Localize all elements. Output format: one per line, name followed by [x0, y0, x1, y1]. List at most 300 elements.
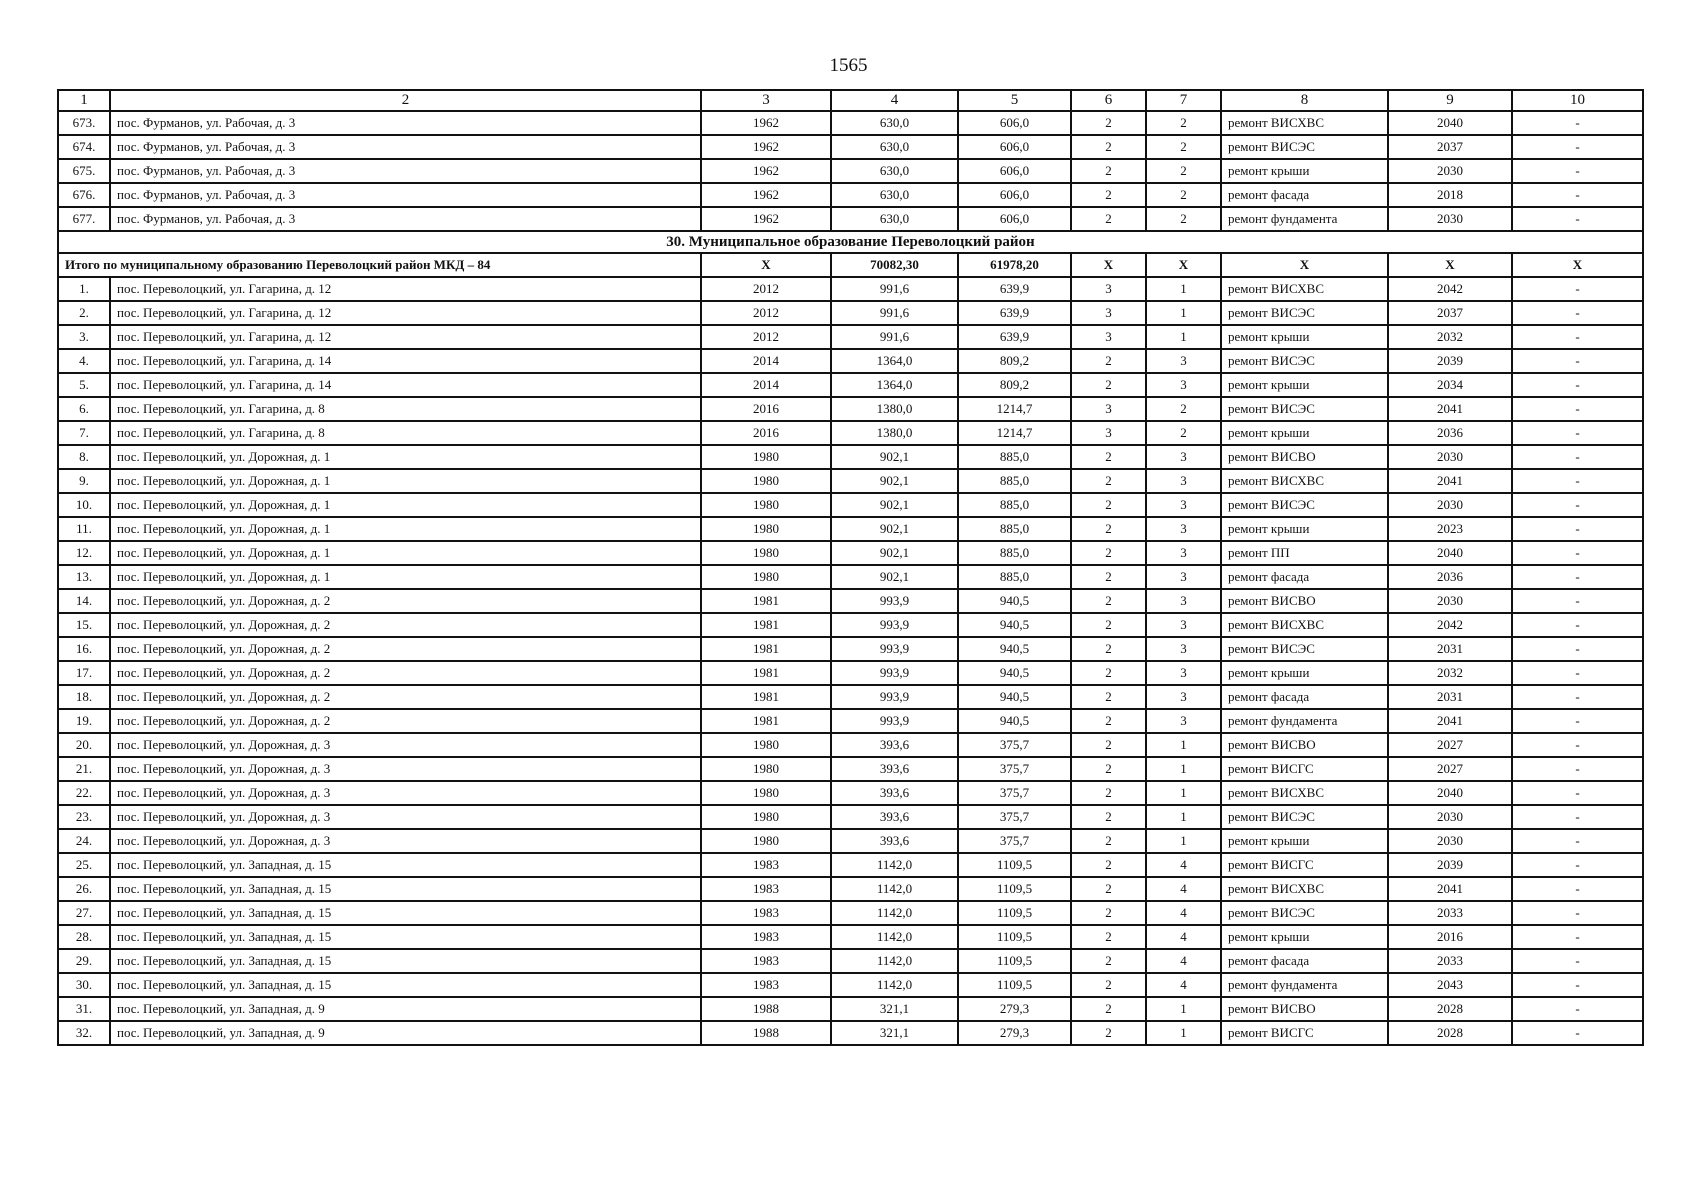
row-number-cell: 27.	[58, 901, 110, 925]
living-area-cell: 1109,5	[958, 901, 1071, 925]
address-cell: пос. Переволоцкий, ул. Дорожная, д. 3	[110, 757, 701, 781]
table-row	[58, 877, 1643, 901]
address-cell: пос. Переволоцкий, ул. Гагарина, д. 14	[110, 373, 701, 397]
planned-year-cell: 2039	[1388, 349, 1512, 373]
year-cell: 1980	[701, 517, 831, 541]
column-number-header-row	[58, 90, 1643, 111]
living-area-cell: 279,3	[958, 997, 1071, 1021]
column-header-4: 4	[831, 90, 958, 111]
planned-year-cell: 2032	[1388, 661, 1512, 685]
total-area-cell: 902,1	[831, 541, 958, 565]
total-row	[58, 253, 1643, 277]
entrances-cell: 3	[1146, 685, 1221, 709]
work-type-cell: ремонт крыши	[1221, 421, 1388, 445]
work-type-cell: ремонт ВИСГС	[1221, 757, 1388, 781]
note-cell: -	[1512, 757, 1643, 781]
total-area-cell: 902,1	[831, 493, 958, 517]
table-row	[58, 469, 1643, 493]
entrances-cell: 1	[1146, 733, 1221, 757]
year-cell: 1980	[701, 445, 831, 469]
living-area-cell: 885,0	[958, 541, 1071, 565]
row-number-cell: 676.	[58, 183, 110, 207]
address-cell: пос. Переволоцкий, ул. Дорожная, д. 2	[110, 709, 701, 733]
table-row	[58, 445, 1643, 469]
table-row	[58, 997, 1643, 1021]
total-area-cell: 393,6	[831, 829, 958, 853]
planned-year-cell: 2040	[1388, 541, 1512, 565]
address-cell: пос. Переволоцкий, ул. Дорожная, д. 3	[110, 733, 701, 757]
entrances-cell: 3	[1146, 613, 1221, 637]
living-area-cell: 639,9	[958, 325, 1071, 349]
total-area-cell: 991,6	[831, 277, 958, 301]
planned-year-cell: 2023	[1388, 517, 1512, 541]
work-type-cell: ремонт ВИСГС	[1221, 853, 1388, 877]
planned-year-cell: 2041	[1388, 709, 1512, 733]
address-cell: пос. Переволоцкий, ул. Западная, д. 15	[110, 901, 701, 925]
note-cell: -	[1512, 949, 1643, 973]
year-cell: 1988	[701, 1021, 831, 1045]
year-cell: 1980	[701, 493, 831, 517]
floors-cell: 2	[1071, 517, 1146, 541]
entrances-cell: 3	[1146, 493, 1221, 517]
table-row	[58, 277, 1643, 301]
floors-cell: 2	[1071, 349, 1146, 373]
entrances-cell: 2	[1146, 111, 1221, 135]
year-cell: 1980	[701, 757, 831, 781]
table-row	[58, 853, 1643, 877]
table-row	[58, 397, 1643, 421]
note-cell: -	[1512, 661, 1643, 685]
table-row	[58, 589, 1643, 613]
table-row	[58, 925, 1643, 949]
total-value-cell: X	[1512, 253, 1643, 277]
floors-cell: 2	[1071, 207, 1146, 231]
table-row	[58, 565, 1643, 589]
floors-cell: 2	[1071, 373, 1146, 397]
note-cell: -	[1512, 877, 1643, 901]
living-area-cell: 885,0	[958, 445, 1071, 469]
floors-cell: 2	[1071, 613, 1146, 637]
table-row	[58, 661, 1643, 685]
table-row	[58, 757, 1643, 781]
total-value-cell: X	[1071, 253, 1146, 277]
work-type-cell: ремонт ВИСЭС	[1221, 301, 1388, 325]
entrances-cell: 1	[1146, 829, 1221, 853]
address-cell: пос. Переволоцкий, ул. Западная, д. 15	[110, 877, 701, 901]
note-cell: -	[1512, 135, 1643, 159]
planned-year-cell: 2041	[1388, 397, 1512, 421]
row-number-cell: 5.	[58, 373, 110, 397]
total-area-cell: 1364,0	[831, 373, 958, 397]
total-area-cell: 1142,0	[831, 925, 958, 949]
planned-year-cell: 2041	[1388, 469, 1512, 493]
table-row	[58, 135, 1643, 159]
floors-cell: 2	[1071, 661, 1146, 685]
entrances-cell: 2	[1146, 421, 1221, 445]
total-area-cell: 630,0	[831, 159, 958, 183]
total-value-cell: X	[1388, 253, 1512, 277]
entrances-cell: 1	[1146, 805, 1221, 829]
note-cell: -	[1512, 183, 1643, 207]
total-area-cell: 321,1	[831, 997, 958, 1021]
address-cell: пос. Переволоцкий, ул. Западная, д. 15	[110, 853, 701, 877]
row-number-cell: 7.	[58, 421, 110, 445]
address-cell: пос. Переволоцкий, ул. Дорожная, д. 1	[110, 565, 701, 589]
total-area-cell: 630,0	[831, 207, 958, 231]
table-body	[58, 90, 1643, 1045]
note-cell: -	[1512, 637, 1643, 661]
row-number-cell: 16.	[58, 637, 110, 661]
work-type-cell: ремонт крыши	[1221, 925, 1388, 949]
address-cell: пос. Переволоцкий, ул. Дорожная, д. 2	[110, 589, 701, 613]
total-area-cell: 1142,0	[831, 877, 958, 901]
address-cell: пос. Переволоцкий, ул. Гагарина, д. 14	[110, 349, 701, 373]
column-header-2: 2	[110, 90, 701, 111]
planned-year-cell: 2033	[1388, 901, 1512, 925]
work-type-cell: ремонт ВИСВО	[1221, 733, 1388, 757]
work-type-cell: ремонт ПП	[1221, 541, 1388, 565]
total-area-cell: 1380,0	[831, 421, 958, 445]
year-cell: 1983	[701, 853, 831, 877]
year-cell: 2014	[701, 373, 831, 397]
address-cell: пос. Переволоцкий, ул. Дорожная, д. 2	[110, 613, 701, 637]
address-cell: пос. Фурманов, ул. Рабочая, д. 3	[110, 159, 701, 183]
row-number-cell: 13.	[58, 565, 110, 589]
row-number-cell: 21.	[58, 757, 110, 781]
planned-year-cell: 2030	[1388, 589, 1512, 613]
floors-cell: 2	[1071, 901, 1146, 925]
address-cell: пос. Переволоцкий, ул. Гагарина, д. 8	[110, 421, 701, 445]
address-cell: пос. Фурманов, ул. Рабочая, д. 3	[110, 183, 701, 207]
address-cell: пос. Переволоцкий, ул. Дорожная, д. 2	[110, 661, 701, 685]
entrances-cell: 3	[1146, 565, 1221, 589]
note-cell: -	[1512, 373, 1643, 397]
total-area-cell: 902,1	[831, 517, 958, 541]
total-area-cell: 991,6	[831, 301, 958, 325]
floors-cell: 3	[1071, 421, 1146, 445]
total-label: Итого по муниципальному образованию Переволоцкий район МКД – 84	[58, 253, 701, 277]
entrances-cell: 3	[1146, 469, 1221, 493]
entrances-cell: 1	[1146, 757, 1221, 781]
row-number-cell: 19.	[58, 709, 110, 733]
planned-year-cell: 2040	[1388, 111, 1512, 135]
row-number-cell: 23.	[58, 805, 110, 829]
table-row	[58, 733, 1643, 757]
floors-cell: 3	[1071, 301, 1146, 325]
row-number-cell: 10.	[58, 493, 110, 517]
floors-cell: 2	[1071, 1021, 1146, 1045]
work-type-cell: ремонт ВИСЭС	[1221, 901, 1388, 925]
note-cell: -	[1512, 445, 1643, 469]
planned-year-cell: 2034	[1388, 373, 1512, 397]
total-area-cell: 630,0	[831, 111, 958, 135]
address-cell: пос. Переволоцкий, ул. Дорожная, д. 2	[110, 685, 701, 709]
work-type-cell: ремонт ВИСХВС	[1221, 469, 1388, 493]
floors-cell: 2	[1071, 565, 1146, 589]
table-row	[58, 901, 1643, 925]
year-cell: 2012	[701, 325, 831, 349]
living-area-cell: 1109,5	[958, 853, 1071, 877]
note-cell: -	[1512, 159, 1643, 183]
total-area-cell: 1364,0	[831, 349, 958, 373]
note-cell: -	[1512, 925, 1643, 949]
year-cell: 1981	[701, 685, 831, 709]
table-row	[58, 159, 1643, 183]
column-header-5: 5	[958, 90, 1071, 111]
address-cell: пос. Переволоцкий, ул. Западная, д. 9	[110, 997, 701, 1021]
total-area-cell: 1142,0	[831, 901, 958, 925]
floors-cell: 2	[1071, 949, 1146, 973]
note-cell: -	[1512, 207, 1643, 231]
planned-year-cell: 2027	[1388, 733, 1512, 757]
note-cell: -	[1512, 709, 1643, 733]
work-type-cell: ремонт ВИСВО	[1221, 445, 1388, 469]
row-number-cell: 17.	[58, 661, 110, 685]
row-number-cell: 3.	[58, 325, 110, 349]
table-row	[58, 301, 1643, 325]
address-cell: пос. Переволоцкий, ул. Гагарина, д. 12	[110, 325, 701, 349]
floors-cell: 2	[1071, 135, 1146, 159]
year-cell: 1980	[701, 541, 831, 565]
year-cell: 1962	[701, 111, 831, 135]
total-value-cell: X	[701, 253, 831, 277]
address-cell: пос. Переволоцкий, ул. Дорожная, д. 3	[110, 781, 701, 805]
planned-year-cell: 2042	[1388, 613, 1512, 637]
note-cell: -	[1512, 517, 1643, 541]
work-type-cell: ремонт ВИСЭС	[1221, 349, 1388, 373]
work-type-cell: ремонт ВИСХВС	[1221, 877, 1388, 901]
table-row	[58, 183, 1643, 207]
planned-year-cell: 2031	[1388, 685, 1512, 709]
address-cell: пос. Переволоцкий, ул. Дорожная, д. 2	[110, 637, 701, 661]
note-cell: -	[1512, 685, 1643, 709]
floors-cell: 2	[1071, 733, 1146, 757]
total-area-cell: 993,9	[831, 637, 958, 661]
total-area-cell: 902,1	[831, 469, 958, 493]
entrances-cell: 4	[1146, 901, 1221, 925]
entrances-cell: 2	[1146, 397, 1221, 421]
planned-year-cell: 2030	[1388, 159, 1512, 183]
year-cell: 2016	[701, 421, 831, 445]
total-value-cell: X	[1146, 253, 1221, 277]
note-cell: -	[1512, 829, 1643, 853]
planned-year-cell: 2028	[1388, 1021, 1512, 1045]
year-cell: 2016	[701, 397, 831, 421]
living-area-cell: 940,5	[958, 589, 1071, 613]
work-type-cell: ремонт фундамента	[1221, 973, 1388, 997]
column-header-7: 7	[1146, 90, 1221, 111]
work-type-cell: ремонт ВИСЭС	[1221, 135, 1388, 159]
row-number-cell: 674.	[58, 135, 110, 159]
note-cell: -	[1512, 325, 1643, 349]
living-area-cell: 940,5	[958, 661, 1071, 685]
total-area-cell: 1142,0	[831, 949, 958, 973]
table-row	[58, 207, 1643, 231]
living-area-cell: 606,0	[958, 159, 1071, 183]
table-row	[58, 1021, 1643, 1045]
total-value-cell: 70082,30	[831, 253, 958, 277]
total-area-cell: 993,9	[831, 709, 958, 733]
work-type-cell: ремонт фасада	[1221, 685, 1388, 709]
work-type-cell: ремонт фасада	[1221, 183, 1388, 207]
note-cell: -	[1512, 853, 1643, 877]
row-number-cell: 8.	[58, 445, 110, 469]
entrances-cell: 2	[1146, 207, 1221, 231]
column-header-10: 10	[1512, 90, 1643, 111]
note-cell: -	[1512, 805, 1643, 829]
floors-cell: 2	[1071, 829, 1146, 853]
row-number-cell: 32.	[58, 1021, 110, 1045]
table-row	[58, 805, 1643, 829]
address-cell: пос. Переволоцкий, ул. Дорожная, д. 1	[110, 445, 701, 469]
section-title: 30. Муниципальное образование Переволоцкий район	[58, 231, 1643, 253]
work-type-cell: ремонт фасада	[1221, 565, 1388, 589]
floors-cell: 2	[1071, 709, 1146, 733]
year-cell: 1981	[701, 709, 831, 733]
row-number-cell: 29.	[58, 949, 110, 973]
planned-year-cell: 2030	[1388, 829, 1512, 853]
planned-year-cell: 2030	[1388, 805, 1512, 829]
table-row	[58, 781, 1643, 805]
table-row	[58, 373, 1643, 397]
note-cell: -	[1512, 1021, 1643, 1045]
floors-cell: 3	[1071, 277, 1146, 301]
total-area-cell: 630,0	[831, 183, 958, 207]
address-cell: пос. Переволоцкий, ул. Дорожная, д. 3	[110, 805, 701, 829]
table-row	[58, 973, 1643, 997]
note-cell: -	[1512, 421, 1643, 445]
entrances-cell: 4	[1146, 853, 1221, 877]
living-area-cell: 940,5	[958, 709, 1071, 733]
table-row	[58, 613, 1643, 637]
total-area-cell: 1380,0	[831, 397, 958, 421]
living-area-cell: 1214,7	[958, 421, 1071, 445]
entrances-cell: 1	[1146, 277, 1221, 301]
table-row	[58, 637, 1643, 661]
total-value-cell: 61978,20	[958, 253, 1071, 277]
total-area-cell: 993,9	[831, 613, 958, 637]
work-type-cell: ремонт ВИСЭС	[1221, 637, 1388, 661]
note-cell: -	[1512, 469, 1643, 493]
floors-cell: 2	[1071, 853, 1146, 877]
living-area-cell: 606,0	[958, 207, 1071, 231]
year-cell: 1983	[701, 877, 831, 901]
living-area-cell: 809,2	[958, 349, 1071, 373]
entrances-cell: 3	[1146, 517, 1221, 541]
entrances-cell: 1	[1146, 301, 1221, 325]
living-area-cell: 940,5	[958, 685, 1071, 709]
address-cell: пос. Переволоцкий, ул. Западная, д. 15	[110, 925, 701, 949]
entrances-cell: 1	[1146, 781, 1221, 805]
planned-year-cell: 2036	[1388, 565, 1512, 589]
entrances-cell: 2	[1146, 183, 1221, 207]
address-cell: пос. Переволоцкий, ул. Дорожная, д. 1	[110, 517, 701, 541]
planned-year-cell: 2039	[1388, 853, 1512, 877]
note-cell: -	[1512, 589, 1643, 613]
planned-year-cell: 2027	[1388, 757, 1512, 781]
planned-year-cell: 2033	[1388, 949, 1512, 973]
year-cell: 2012	[701, 277, 831, 301]
row-number-cell: 20.	[58, 733, 110, 757]
work-type-cell: ремонт фундамента	[1221, 709, 1388, 733]
year-cell: 2014	[701, 349, 831, 373]
work-type-cell: ремонт ВИСХВС	[1221, 613, 1388, 637]
planned-year-cell: 2016	[1388, 925, 1512, 949]
living-area-cell: 375,7	[958, 805, 1071, 829]
living-area-cell: 1109,5	[958, 973, 1071, 997]
living-area-cell: 809,2	[958, 373, 1071, 397]
planned-year-cell: 2037	[1388, 301, 1512, 325]
entrances-cell: 3	[1146, 445, 1221, 469]
year-cell: 1962	[701, 183, 831, 207]
floors-cell: 2	[1071, 805, 1146, 829]
year-cell: 2012	[701, 301, 831, 325]
section-title-row	[58, 231, 1643, 253]
living-area-cell: 885,0	[958, 469, 1071, 493]
total-area-cell: 993,9	[831, 589, 958, 613]
living-area-cell: 940,5	[958, 637, 1071, 661]
work-type-cell: ремонт ВИСВО	[1221, 997, 1388, 1021]
total-area-cell: 902,1	[831, 565, 958, 589]
work-type-cell: ремонт фундамента	[1221, 207, 1388, 231]
entrances-cell: 4	[1146, 877, 1221, 901]
row-number-cell: 24.	[58, 829, 110, 853]
page-number: 1565	[829, 55, 868, 76]
address-cell: пос. Переволоцкий, ул. Западная, д. 15	[110, 973, 701, 997]
entrances-cell: 3	[1146, 349, 1221, 373]
planned-year-cell: 2043	[1388, 973, 1512, 997]
year-cell: 1988	[701, 997, 831, 1021]
address-cell: пос. Переволоцкий, ул. Гагарина, д. 12	[110, 301, 701, 325]
note-cell: -	[1512, 541, 1643, 565]
entrances-cell: 1	[1146, 1021, 1221, 1045]
total-area-cell: 993,9	[831, 685, 958, 709]
total-value-cell: X	[1221, 253, 1388, 277]
table-row	[58, 541, 1643, 565]
planned-year-cell: 2032	[1388, 325, 1512, 349]
year-cell: 1980	[701, 781, 831, 805]
address-cell: пос. Переволоцкий, ул. Гагарина, д. 8	[110, 397, 701, 421]
address-cell: пос. Переволоцкий, ул. Дорожная, д. 1	[110, 493, 701, 517]
total-area-cell: 393,6	[831, 757, 958, 781]
entrances-cell: 3	[1146, 373, 1221, 397]
row-number-cell: 9.	[58, 469, 110, 493]
living-area-cell: 606,0	[958, 183, 1071, 207]
floors-cell: 2	[1071, 541, 1146, 565]
floors-cell: 2	[1071, 925, 1146, 949]
table-row	[58, 111, 1643, 135]
year-cell: 1962	[701, 207, 831, 231]
work-type-cell: ремонт фасада	[1221, 949, 1388, 973]
entrances-cell: 1	[1146, 325, 1221, 349]
note-cell: -	[1512, 613, 1643, 637]
table-row	[58, 685, 1643, 709]
note-cell: -	[1512, 111, 1643, 135]
entrances-cell: 3	[1146, 589, 1221, 613]
living-area-cell: 885,0	[958, 565, 1071, 589]
living-area-cell: 885,0	[958, 517, 1071, 541]
row-number-cell: 11.	[58, 517, 110, 541]
work-type-cell: ремонт крыши	[1221, 829, 1388, 853]
entrances-cell: 4	[1146, 925, 1221, 949]
living-area-cell: 375,7	[958, 829, 1071, 853]
planned-year-cell: 2042	[1388, 277, 1512, 301]
work-type-cell: ремонт крыши	[1221, 661, 1388, 685]
year-cell: 1980	[701, 733, 831, 757]
address-cell: пос. Фурманов, ул. Рабочая, д. 3	[110, 111, 701, 135]
total-area-cell: 993,9	[831, 661, 958, 685]
living-area-cell: 375,7	[958, 757, 1071, 781]
